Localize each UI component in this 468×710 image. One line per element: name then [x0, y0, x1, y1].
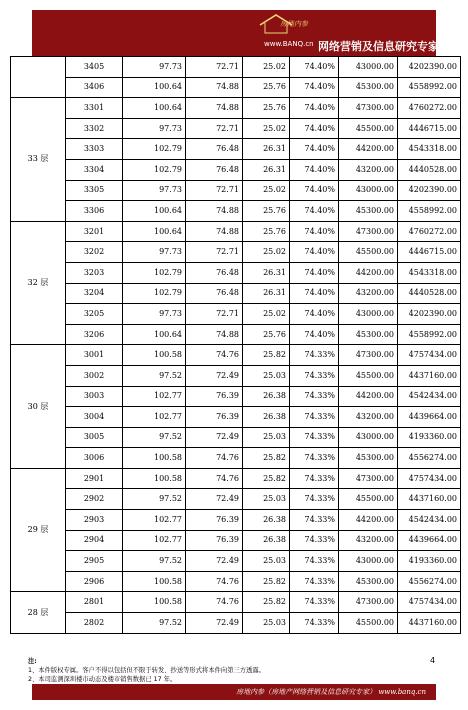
value-cell: 43000.00 [339, 57, 398, 78]
value-cell: 74.33% [290, 468, 339, 489]
value-cell: 74.40% [290, 159, 339, 180]
value-cell: 74.40% [290, 77, 339, 98]
value-cell: 25.02 [243, 180, 290, 201]
floor-label: 29 层 [11, 468, 66, 592]
value-cell: 43200.00 [339, 530, 398, 551]
floor-label: 33 层 [11, 98, 66, 222]
value-cell: 43000.00 [339, 427, 398, 448]
table-row [11, 427, 461, 448]
value-cell: 25.03 [243, 365, 290, 386]
unit-number-cell: 3005 [66, 427, 123, 448]
value-cell: 43000.00 [339, 180, 398, 201]
table-row [11, 324, 461, 345]
value-cell: 97.73 [123, 304, 186, 325]
value-cell: 43200.00 [339, 283, 398, 304]
header-banner [32, 10, 439, 56]
value-cell: 25.76 [243, 77, 290, 98]
value-cell: 97.73 [123, 242, 186, 263]
value-cell: 4446715.00 [398, 242, 461, 263]
value-cell: 97.73 [123, 180, 186, 201]
price-table [10, 56, 461, 634]
table-row [11, 57, 461, 78]
value-cell: 74.33% [290, 530, 339, 551]
unit-number-cell: 2905 [66, 551, 123, 572]
unit-number-cell: 3302 [66, 118, 123, 139]
value-cell: 74.40% [290, 221, 339, 242]
value-cell: 76.39 [186, 510, 243, 531]
value-cell: 25.03 [243, 489, 290, 510]
value-cell: 97.73 [123, 118, 186, 139]
value-cell: 74.88 [186, 98, 243, 119]
unit-number-cell: 3006 [66, 448, 123, 469]
table-row [11, 407, 461, 428]
value-cell: 25.82 [243, 448, 290, 469]
value-cell: 74.76 [186, 345, 243, 366]
table-row [11, 262, 461, 283]
table-row [11, 118, 461, 139]
unit-number-cell: 3203 [66, 262, 123, 283]
unit-number-cell: 3305 [66, 180, 123, 201]
value-cell: 25.03 [243, 613, 290, 634]
value-cell: 4556274.00 [398, 571, 461, 592]
value-cell: 76.48 [186, 262, 243, 283]
value-cell: 26.31 [243, 262, 290, 283]
value-cell: 4558992.00 [398, 77, 461, 98]
value-cell: 74.40% [290, 304, 339, 325]
value-cell: 4760272.00 [398, 221, 461, 242]
value-cell: 100.58 [123, 571, 186, 592]
unit-number-cell: 3002 [66, 365, 123, 386]
value-cell: 45300.00 [339, 201, 398, 222]
value-cell: 43200.00 [339, 407, 398, 428]
value-cell: 72.71 [186, 304, 243, 325]
value-cell: 44200.00 [339, 139, 398, 160]
value-cell: 4543318.00 [398, 262, 461, 283]
value-cell: 45500.00 [339, 242, 398, 263]
value-cell: 100.58 [123, 592, 186, 613]
value-cell: 4437160.00 [398, 613, 461, 634]
unit-number-cell: 3004 [66, 407, 123, 428]
value-cell: 72.49 [186, 551, 243, 572]
unit-number-cell: 3206 [66, 324, 123, 345]
unit-number-cell: 2801 [66, 592, 123, 613]
unit-number-cell: 3406 [66, 77, 123, 98]
unit-number-cell: 3003 [66, 386, 123, 407]
value-cell: 74.88 [186, 324, 243, 345]
value-cell: 72.71 [186, 57, 243, 78]
table-row [11, 139, 461, 160]
value-cell: 4437160.00 [398, 365, 461, 386]
floor-label [11, 57, 66, 98]
value-cell: 4757434.00 [398, 592, 461, 613]
value-cell: 26.31 [243, 159, 290, 180]
value-cell: 47300.00 [339, 592, 398, 613]
value-cell: 4757434.00 [398, 468, 461, 489]
value-cell: 25.03 [243, 551, 290, 572]
value-cell: 74.33% [290, 407, 339, 428]
table-row [11, 448, 461, 469]
table-row [11, 592, 461, 613]
value-cell: 44200.00 [339, 262, 398, 283]
value-cell: 4202390.00 [398, 57, 461, 78]
value-cell: 102.77 [123, 530, 186, 551]
value-cell: 26.31 [243, 283, 290, 304]
unit-number-cell: 2802 [66, 613, 123, 634]
value-cell: 74.33% [290, 365, 339, 386]
value-cell: 74.76 [186, 448, 243, 469]
notes-line-2: 2、本司监测深圳楼市动态及楼市销售数据已 17 年。 [28, 676, 177, 683]
value-cell: 100.58 [123, 345, 186, 366]
value-cell: 25.82 [243, 345, 290, 366]
table-row [11, 510, 461, 531]
value-cell: 43200.00 [339, 159, 398, 180]
value-cell: 4193360.00 [398, 551, 461, 572]
unit-number-cell: 2902 [66, 489, 123, 510]
value-cell: 26.31 [243, 139, 290, 160]
price-table-body [11, 57, 461, 634]
value-cell: 44200.00 [339, 510, 398, 531]
value-cell: 97.52 [123, 613, 186, 634]
value-cell: 74.88 [186, 201, 243, 222]
value-cell: 74.40% [290, 139, 339, 160]
value-cell: 26.38 [243, 510, 290, 531]
unit-number-cell: 2906 [66, 571, 123, 592]
value-cell: 100.64 [123, 324, 186, 345]
value-cell: 97.52 [123, 489, 186, 510]
table-row [11, 551, 461, 572]
value-cell: 74.33% [290, 571, 339, 592]
value-cell: 47300.00 [339, 468, 398, 489]
value-cell: 74.33% [290, 613, 339, 634]
table-row [11, 221, 461, 242]
value-cell: 74.40% [290, 201, 339, 222]
value-cell: 4439664.00 [398, 530, 461, 551]
value-cell: 97.52 [123, 365, 186, 386]
value-cell: 45300.00 [339, 448, 398, 469]
unit-number-cell: 3205 [66, 304, 123, 325]
unit-number-cell: 3201 [66, 221, 123, 242]
unit-number-cell: 3204 [66, 283, 123, 304]
table-row [11, 283, 461, 304]
table-row [11, 98, 461, 119]
value-cell: 100.58 [123, 448, 186, 469]
unit-number-cell: 2904 [66, 530, 123, 551]
value-cell: 25.76 [243, 221, 290, 242]
value-cell: 74.88 [186, 77, 243, 98]
table-row [11, 242, 461, 263]
value-cell: 45500.00 [339, 118, 398, 139]
value-cell: 45300.00 [339, 571, 398, 592]
floor-label: 30 层 [11, 345, 66, 469]
value-cell: 74.40% [290, 324, 339, 345]
value-cell: 76.39 [186, 407, 243, 428]
value-cell: 102.77 [123, 386, 186, 407]
value-cell: 76.39 [186, 530, 243, 551]
value-cell: 4193360.00 [398, 427, 461, 448]
value-cell: 4558992.00 [398, 324, 461, 345]
footer-bar [32, 684, 436, 700]
table-row [11, 345, 461, 366]
value-cell: 25.02 [243, 57, 290, 78]
value-cell: 25.03 [243, 427, 290, 448]
value-cell: 47300.00 [339, 221, 398, 242]
value-cell: 74.40% [290, 98, 339, 119]
value-cell: 72.49 [186, 365, 243, 386]
table-row [11, 201, 461, 222]
value-cell: 72.49 [186, 427, 243, 448]
value-cell: 76.48 [186, 159, 243, 180]
brand-url: www.BANQ.cn [264, 40, 314, 48]
value-cell: 4543318.00 [398, 139, 461, 160]
value-cell: 26.38 [243, 407, 290, 428]
value-cell: 4757434.00 [398, 345, 461, 366]
value-cell: 97.73 [123, 57, 186, 78]
header-slogan: 网络营销及信息研究专家 [318, 40, 439, 53]
value-cell: 4440528.00 [398, 159, 461, 180]
footer-text: 房地内参（房地产网络营销及信息研究专家） www.banq.cn [236, 688, 426, 696]
unit-number-cell: 3202 [66, 242, 123, 263]
notes-title: 注: [28, 658, 37, 665]
value-cell: 45300.00 [339, 324, 398, 345]
value-cell: 102.77 [123, 407, 186, 428]
table-row [11, 489, 461, 510]
value-cell: 45500.00 [339, 365, 398, 386]
value-cell: 25.76 [243, 324, 290, 345]
value-cell: 45500.00 [339, 489, 398, 510]
value-cell: 74.40% [290, 180, 339, 201]
value-cell: 74.76 [186, 468, 243, 489]
value-cell: 4542434.00 [398, 386, 461, 407]
value-cell: 25.82 [243, 592, 290, 613]
table-row [11, 159, 461, 180]
value-cell: 25.02 [243, 118, 290, 139]
value-cell: 25.02 [243, 242, 290, 263]
value-cell: 100.64 [123, 77, 186, 98]
unit-number-cell: 3303 [66, 139, 123, 160]
value-cell: 72.71 [186, 242, 243, 263]
value-cell: 43000.00 [339, 304, 398, 325]
value-cell: 97.52 [123, 427, 186, 448]
table-row [11, 571, 461, 592]
value-cell: 25.76 [243, 201, 290, 222]
page-number: 4 [430, 656, 436, 665]
value-cell: 47300.00 [339, 345, 398, 366]
value-cell: 4202390.00 [398, 304, 461, 325]
unit-number-cell: 3405 [66, 57, 123, 78]
value-cell: 74.40% [290, 242, 339, 263]
table-row [11, 613, 461, 634]
value-cell: 74.76 [186, 571, 243, 592]
floor-label: 32 层 [11, 221, 66, 345]
value-cell: 72.49 [186, 489, 243, 510]
value-cell: 102.79 [123, 283, 186, 304]
value-cell: 4542434.00 [398, 510, 461, 531]
value-cell: 25.82 [243, 468, 290, 489]
value-cell: 4446715.00 [398, 118, 461, 139]
value-cell: 76.48 [186, 139, 243, 160]
value-cell: 100.58 [123, 468, 186, 489]
table-row [11, 180, 461, 201]
table-row [11, 365, 461, 386]
value-cell: 4439664.00 [398, 407, 461, 428]
value-cell: 74.33% [290, 386, 339, 407]
value-cell: 4558992.00 [398, 201, 461, 222]
value-cell: 100.64 [123, 221, 186, 242]
value-cell: 26.38 [243, 530, 290, 551]
value-cell: 25.76 [243, 98, 290, 119]
value-cell: 4440528.00 [398, 283, 461, 304]
value-cell: 74.76 [186, 592, 243, 613]
value-cell: 45500.00 [339, 613, 398, 634]
value-cell: 72.71 [186, 180, 243, 201]
value-cell: 74.33% [290, 345, 339, 366]
table-row [11, 530, 461, 551]
value-cell: 44200.00 [339, 386, 398, 407]
value-cell: 25.82 [243, 571, 290, 592]
value-cell: 74.33% [290, 489, 339, 510]
value-cell: 102.79 [123, 159, 186, 180]
notes [28, 657, 436, 684]
value-cell: 4556274.00 [398, 448, 461, 469]
value-cell: 4437160.00 [398, 489, 461, 510]
value-cell: 76.48 [186, 283, 243, 304]
value-cell: 74.33% [290, 510, 339, 531]
value-cell: 100.64 [123, 98, 186, 119]
value-cell: 74.40% [290, 283, 339, 304]
value-cell: 97.52 [123, 551, 186, 572]
value-cell: 47300.00 [339, 98, 398, 119]
table-row [11, 386, 461, 407]
value-cell: 4202390.00 [398, 180, 461, 201]
unit-number-cell: 3304 [66, 159, 123, 180]
table-row [11, 468, 461, 489]
value-cell: 100.64 [123, 201, 186, 222]
value-cell: 45300.00 [339, 77, 398, 98]
value-cell: 74.40% [290, 57, 339, 78]
value-cell: 74.33% [290, 427, 339, 448]
value-cell: 102.79 [123, 262, 186, 283]
value-cell: 76.39 [186, 386, 243, 407]
value-cell: 72.49 [186, 613, 243, 634]
table-row [11, 304, 461, 325]
value-cell: 43000.00 [339, 551, 398, 572]
unit-number-cell: 2903 [66, 510, 123, 531]
value-cell: 25.02 [243, 304, 290, 325]
unit-number-cell: 3306 [66, 201, 123, 222]
value-cell: 74.33% [290, 448, 339, 469]
value-cell: 74.40% [290, 118, 339, 139]
brand-script: 房地内参 [280, 20, 308, 28]
value-cell: 102.79 [123, 139, 186, 160]
value-cell: 74.40% [290, 262, 339, 283]
unit-number-cell: 3001 [66, 345, 123, 366]
notes-line-1: 1、本件版权专属。客户不得以包括但不限于转发、抄送等形式将本件向第三方透露。 [28, 667, 265, 674]
unit-number-cell: 2901 [66, 468, 123, 489]
unit-number-cell: 3301 [66, 98, 123, 119]
value-cell: 74.33% [290, 592, 339, 613]
value-cell: 72.71 [186, 118, 243, 139]
value-cell: 74.88 [186, 221, 243, 242]
value-cell: 26.38 [243, 386, 290, 407]
value-cell: 102.77 [123, 510, 186, 531]
value-cell: 4760272.00 [398, 98, 461, 119]
floor-label: 28 层 [11, 592, 66, 633]
value-cell: 74.33% [290, 551, 339, 572]
table-row [11, 77, 461, 98]
